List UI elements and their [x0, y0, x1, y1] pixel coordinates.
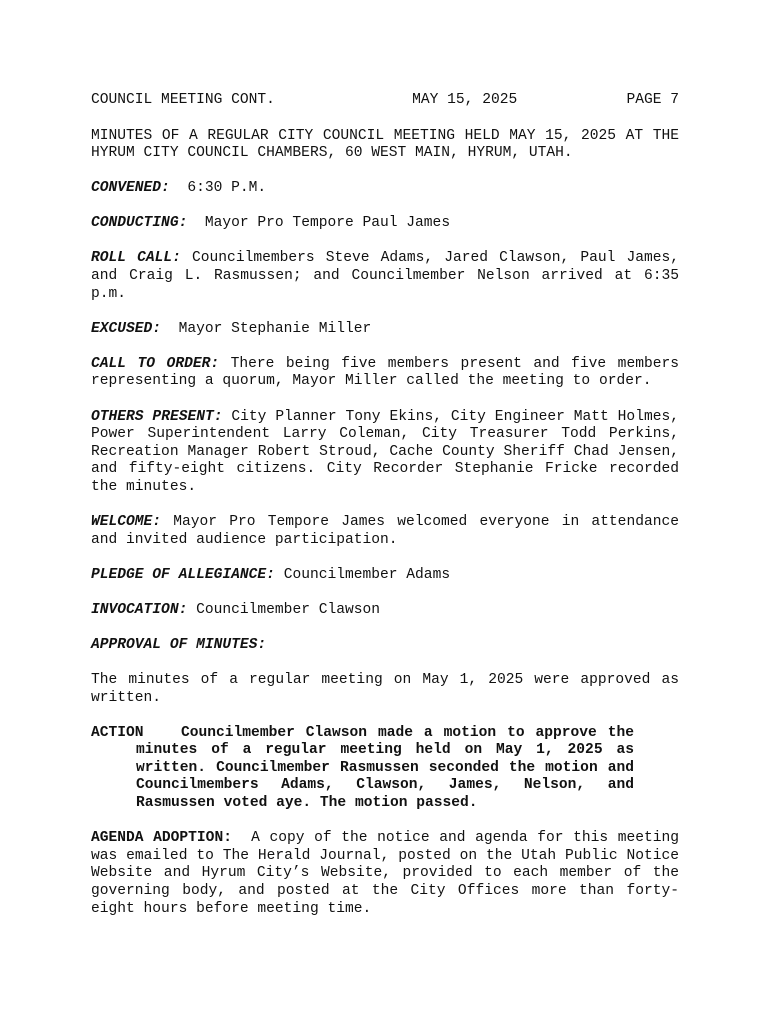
invocation-label: INVOCATION: [91, 601, 188, 618]
action-first-line: Councilmember Clawson made a motion to approve the [181, 724, 634, 741]
roll-call-section [91, 250, 679, 303]
invocation-section [91, 602, 679, 620]
header-page-number: PAGE 7 [626, 92, 679, 108]
convened-text: 6:30 P.M. [187, 180, 267, 197]
pledge-label: PLEDGE OF ALLEGIANCE: [91, 566, 275, 583]
agenda-adoption-text: A copy of the notice and agenda for this meeting was emailed to The Herald Journal, posted on the Utah Public Notice Website and Hyrum City’s Website, provided to each member of the governing body, and posted at the City Offices more than forty-eight hours before meeting time. [91, 830, 680, 917]
conducting-label: CONDUCTING: [91, 215, 188, 232]
conducting-text: Mayor Pro Tempore Paul James [204, 215, 451, 232]
invocation-text: Councilmember Clawson [196, 601, 381, 618]
action-block [91, 725, 679, 813]
call-to-order-text: There being five members present and five members representing a quorum, Mayor Miller called the meeting to order. [91, 355, 679, 390]
call-to-order-section [91, 356, 679, 391]
action-first-row [91, 725, 679, 743]
others-present-label: OTHERS PRESENT: [91, 408, 223, 425]
others-present-text: City Planner Tony Ekins, City Engineer Matt Holmes, Power Superintendent Larry Coleman, City Treasurer Todd Perkins, Recreation Manager Robert Stroud, Cache County Sheriff Chad Jensen, and fifty-eight citizens. City Recorder Stephanie Fricke recorded the minutes. [91, 408, 679, 495]
agenda-adoption-label: AGENDA ADOPTION: [91, 830, 232, 847]
welcome-label: WELCOME: [91, 514, 162, 530]
roll-call-text: Councilmembers Steve Adams, Jared Clawson, Paul James, and Craig L. Rasmussen; and Councilmember Nelson arrived at 6:35 p.m. [91, 250, 679, 302]
minutes-content [91, 92, 679, 936]
excused-section [91, 321, 679, 339]
approval-heading-section [91, 637, 679, 655]
others-present-section [91, 409, 679, 497]
welcome-text: Mayor Pro Tempore James welcomed everyone in attendance and invited audience participation. [91, 514, 679, 548]
pledge-text: Councilmember Adams [283, 566, 451, 583]
excused-label: EXCUSED: [91, 320, 162, 337]
page-header [91, 92, 679, 110]
approval-label: APPROVAL OF MINUTES: [91, 636, 267, 653]
action-rest: minutes of a regular meeting held on May 1, 2025 as written. Councilmember Rasmussen seconded the motion and Councilmembers Adams, Clawson, James, Nelson, and Rasmussen voted aye. The motion passed. [136, 742, 634, 812]
approval-text: The minutes of a regular meeting on May 1, 2025 were approved as written. [91, 671, 679, 706]
header-date: MAY 15, 2025 [412, 92, 518, 108]
action-label: ACTION [91, 724, 144, 741]
intro-paragraph: MINUTES OF A REGULAR CITY COUNCIL MEETING HELD MAY 15, 2025 AT THE HYRUM CITY COUNCIL CHAMBERS, 60 WEST MAIN, HYRUM, UTAH. [91, 127, 679, 162]
conducting-section [91, 215, 679, 233]
convened-section [91, 180, 679, 198]
header-title: COUNCIL MEETING CONT. [91, 92, 275, 108]
agenda-adoption-section [91, 830, 679, 918]
roll-call-label: ROLL CALL: [91, 250, 181, 267]
convened-label: CONVENED: [91, 180, 170, 197]
call-to-order-label: CALL TO ORDER: [91, 355, 220, 372]
welcome-section [91, 514, 679, 549]
excused-text: Mayor Stephanie Miller [178, 320, 372, 337]
pledge-section [91, 567, 679, 585]
